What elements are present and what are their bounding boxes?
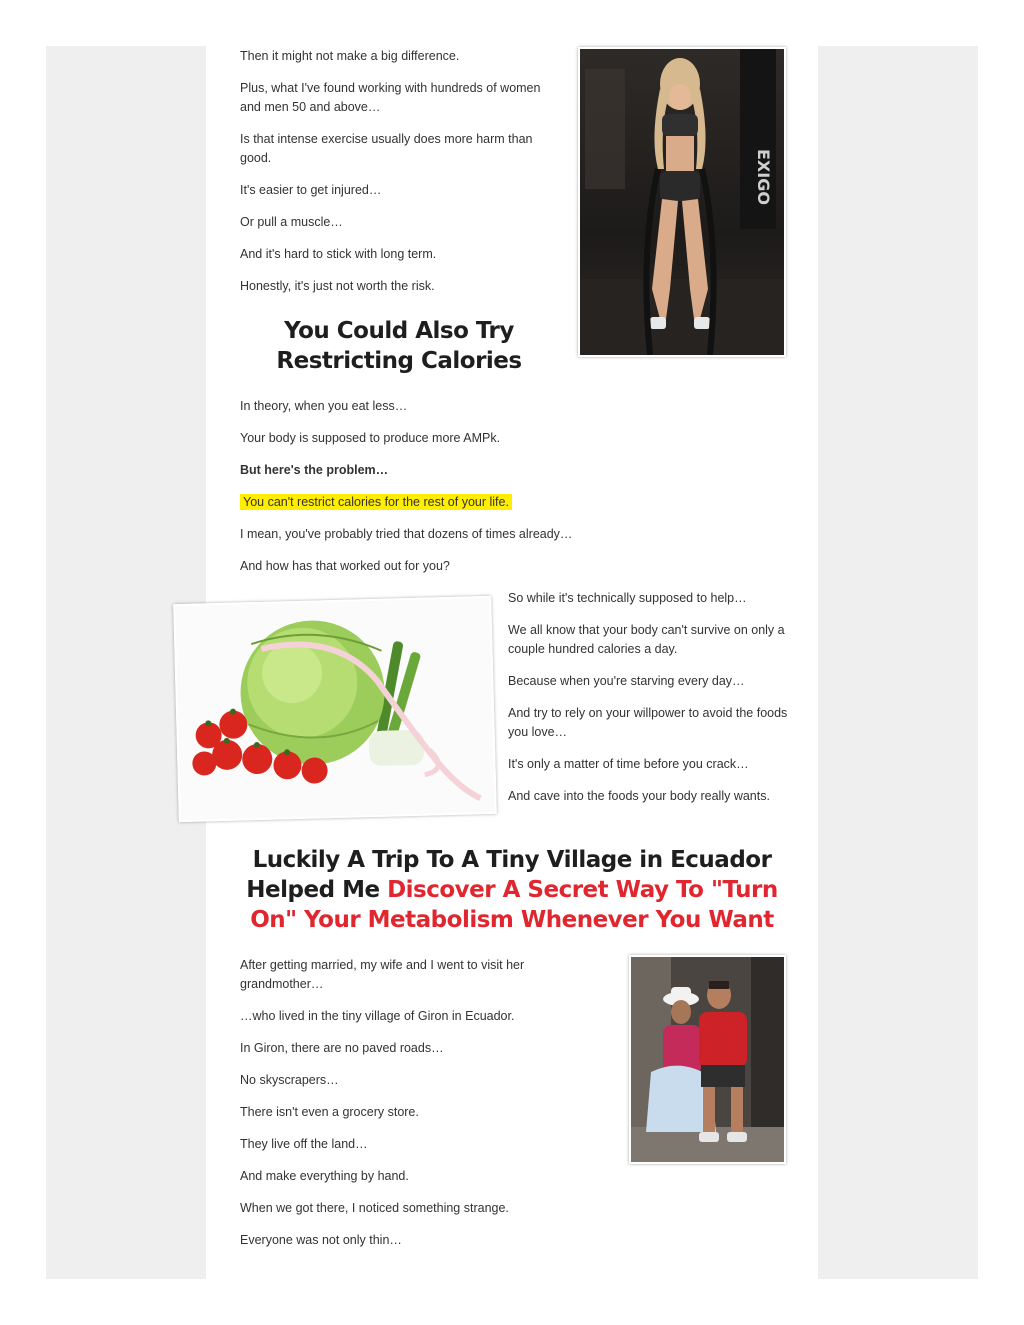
paragraph: When we got there, I noticed something strange. xyxy=(240,1201,509,1215)
paragraph: No skyscrapers… xyxy=(240,1073,339,1087)
woman-battle-ropes-photo xyxy=(578,47,786,357)
heading-red-part: Discover A Secret Way To "Turn On" Your Metabolism Whenever You Want xyxy=(250,877,778,933)
paragraph: Because when you're starving every day… xyxy=(508,674,745,688)
lettuce-tape-measure-photo xyxy=(173,596,497,822)
paragraph: And it's hard to stick with long term. xyxy=(240,247,437,261)
paragraph: And make everything by hand. xyxy=(240,1169,409,1183)
paragraph: And how has that worked out for you? xyxy=(240,559,450,573)
grandmother-and-author-photo xyxy=(629,955,786,1164)
paragraph: Or pull a muscle… xyxy=(240,215,343,229)
right-margin-panel xyxy=(818,46,978,1279)
paragraph: Is that intense exercise usually does more harm than good. xyxy=(240,132,533,165)
paragraph: And try to rely on your willpower to avoid the foods you love… xyxy=(508,706,788,739)
paragraph: In Giron, there are no paved roads… xyxy=(240,1041,444,1055)
highlighted-paragraph xyxy=(240,493,760,512)
paragraph: They live off the land… xyxy=(240,1137,368,1151)
paragraph: …who lived in the tiny village of Giron in Ecuador. xyxy=(240,1009,515,1023)
paragraph: We all know that your body can't survive on only a couple hundred calories a day. xyxy=(508,623,785,656)
gym-photo-illustration xyxy=(580,49,784,355)
paragraph: It's easier to get injured… xyxy=(240,183,382,197)
paragraph: In theory, when you eat less… xyxy=(240,399,408,413)
paragraph: Everyone was not only thin… xyxy=(240,1233,402,1247)
paragraph: Your body is supposed to produce more AMPk. xyxy=(240,431,501,445)
lettuce-illustration xyxy=(175,598,494,820)
paragraph: I mean, you've probably tried that dozens of times already… xyxy=(240,527,573,541)
paragraph: And cave into the foods your body really wants. xyxy=(508,789,770,803)
paragraph: There isn't even a grocery store. xyxy=(240,1105,419,1119)
grandmother-photo-illustration xyxy=(631,957,784,1162)
bold-paragraph: But here's the problem… xyxy=(240,463,389,477)
section-heading-calories: You Could Also Try Restricting Calories xyxy=(276,318,522,374)
paragraph: Then it might not make a big difference. xyxy=(240,49,460,63)
paragraph: After getting married, my wife and I went to visit her grandmother… xyxy=(240,958,525,991)
section-heading-ecuador xyxy=(238,845,786,935)
paragraph: Honestly, it's just not worth the risk. xyxy=(240,279,435,293)
paragraph: It's only a matter of time before you crack… xyxy=(508,757,749,771)
paragraph: Plus, what I've found working with hundreds of women and men 50 and above… xyxy=(240,81,541,114)
heading-black-part: Luckily A Trip To A Tiny Village in Ecuador Helped Me xyxy=(246,847,772,903)
svg-text:EXIGO: EXIGO xyxy=(754,149,773,205)
highlight-text: You can't restrict calories for the rest of your life. xyxy=(240,494,512,510)
paragraph: So while it's technically supposed to help… xyxy=(508,591,747,605)
